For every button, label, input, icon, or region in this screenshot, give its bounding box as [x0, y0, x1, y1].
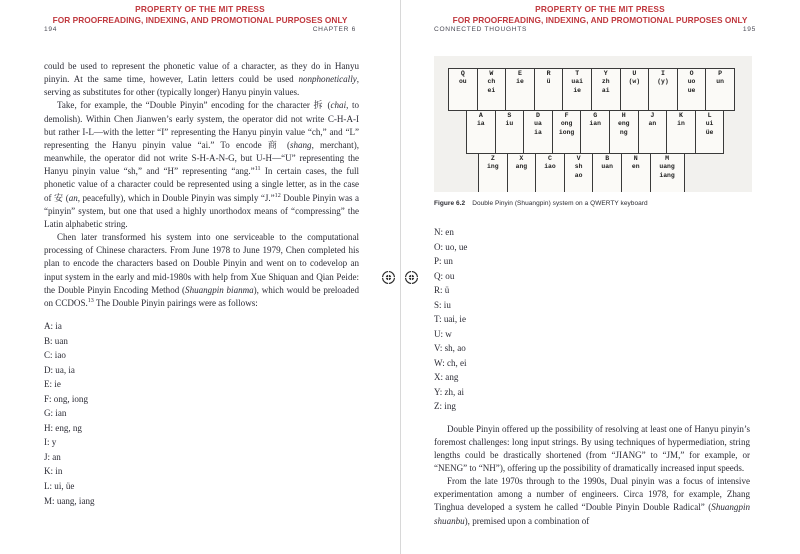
- key-cap: O: [689, 70, 694, 77]
- key-value: ai: [601, 86, 610, 94]
- key-value: ie: [516, 78, 524, 86]
- right-pairings-list: [434, 225, 750, 414]
- italic-shuangpin-shuanbu: Shuangpin shuanbu: [434, 502, 750, 526]
- list-item: C: iao: [44, 350, 66, 361]
- keyboard-row-home: [466, 110, 724, 154]
- key-value: an: [648, 120, 657, 128]
- key-value: en: [631, 163, 640, 171]
- list-item: B: uan: [44, 335, 68, 346]
- list-item: Q: ou: [434, 270, 455, 281]
- key-cap: L: [707, 112, 712, 119]
- watermark-line-2: FOR PROOFREADING, INDEXING, AND PROMOTIONAL PURPOSES ONLY: [452, 15, 748, 26]
- footnote-ref-11: 11: [254, 166, 261, 173]
- italic-nonphonetically: nonphonetically: [298, 74, 357, 85]
- key-cap: W: [489, 70, 494, 77]
- key-m: [651, 154, 685, 192]
- key-z: [479, 154, 508, 192]
- key-value: ui: [705, 120, 714, 128]
- key-value: un: [716, 78, 724, 86]
- key-f: [553, 111, 582, 154]
- key-y: [592, 69, 621, 111]
- right-paragraph-1: Double Pinyin offered up the possibility of resolving at least one of Hanyu pinyin’s foremost challenges: long input strings. By using techniques of hypermediation, string lengths could be drastically shortened (from “JIANG” to “JM,” for example, or “NENG” to “NH”), offering up the possibility of dramatically increased input speeds.: [434, 423, 750, 473]
- key-t: [563, 69, 592, 111]
- list-item: Z: ing: [434, 401, 456, 411]
- key-value: ua: [534, 120, 542, 128]
- key-cap: C: [548, 155, 552, 162]
- key-value: ue: [687, 86, 696, 94]
- right-folio-line: [434, 26, 756, 33]
- left-paragraph-2: Take, for example, the “Double Pinyin” encoding for the character 拆 (chai, to demolish). Within Chen Jianwen’s early system, the operator did not write C-H-A-I but rather I-L—with the letter “I” representing the Hanyu pinyin value “ch,” and “L” representing the Hanyu pinyin value “ai.” To encode 商 (shang, merchant), meanwhile, the operator did not write S-H-A-N-G, but U-H—“U” representing the Hanyu pinyin value “sh,” and “H” representing “ang.”$^{11}$ In certain cases, the full phonetic value of a character could be represented using a single letter, as in the case of 安 (an, peacefully), which in Double Pinyin was simply “J.”$^{12}$ Double Pinyin was a “pinyin” system, but one that used a highly unorthodox means of “compressing” the Latin alphabetic string.: [44, 100, 360, 229]
- list-item: M: uang, iang: [44, 495, 95, 506]
- left-page-number: 194: [44, 26, 58, 33]
- key-value: uo: [687, 78, 696, 86]
- key-value: ei: [487, 86, 496, 94]
- key-value: uan: [601, 163, 613, 171]
- key-a: [467, 111, 496, 154]
- left-folio-line: [44, 26, 356, 33]
- key-value: sh: [574, 163, 583, 171]
- key-value: ia: [534, 128, 542, 136]
- key-h: [610, 111, 639, 154]
- key-v: [565, 154, 594, 192]
- key-b: [593, 154, 622, 192]
- right-running-head: CONNECTED THOUGHTS: [434, 26, 528, 33]
- key-i: [649, 69, 678, 111]
- key-value: ü: [546, 78, 551, 86]
- registration-mark-left: [382, 271, 395, 284]
- key-cap: N: [633, 155, 638, 162]
- key-value: ang: [515, 163, 528, 171]
- key-o: [678, 69, 707, 111]
- qwerty-keyboard: [434, 56, 752, 192]
- key-value: (w): [628, 78, 641, 86]
- key-cap: B: [605, 155, 610, 162]
- key-value: ia: [476, 120, 485, 128]
- watermark-line-1: PROPERTY OF THE MIT PRESS: [535, 4, 665, 14]
- registration-mark-right: [405, 271, 418, 284]
- key-value: ie: [573, 86, 581, 94]
- key-cap: S: [507, 112, 512, 119]
- key-cap: J: [650, 112, 655, 119]
- watermark-header-right: [400, 4, 800, 26]
- key-value: in: [677, 120, 685, 128]
- key-g: [581, 111, 610, 154]
- list-item: V: sh, ao: [434, 343, 466, 353]
- key-cap: T: [575, 70, 580, 77]
- left-paragraph-3: Chen later transformed his system into one serviceable to the computational processing of Chinese characters. From June 1978 to June 1979, Chen completed his plan to encode the characters based on Double Pinyin and went on to codevelop an input system in the early and mid-1980s with help from Xue Shiquan and Qian Peide: the Double Pinyin Encoding Method (Shuangpin bianma), which would be preloaded on CCDOS.$^{13}$ The Double Pinyin pairings were as follows:: [44, 232, 359, 308]
- footnote-ref-12: 12: [274, 192, 281, 199]
- key-l: [696, 111, 725, 154]
- right-page-number: 195: [742, 26, 756, 33]
- right-page: [400, 0, 800, 554]
- list-item: D: ua, ia: [44, 364, 75, 375]
- list-item: N: en: [434, 227, 454, 237]
- key-value: uang: [659, 163, 675, 171]
- list-item: H: eng, ng: [44, 422, 82, 433]
- key-cap: X: [519, 155, 524, 162]
- key-cap: E: [518, 70, 522, 77]
- key-k: [667, 111, 696, 154]
- right-body-column: [434, 225, 750, 528]
- key-cap: H: [621, 112, 626, 119]
- key-cap: Y: [603, 70, 608, 77]
- list-item: J: an: [44, 451, 61, 462]
- key-value: ing: [487, 163, 499, 171]
- list-item: A: ia: [44, 320, 62, 331]
- registration-marks: [382, 270, 418, 284]
- left-pairings-list: [44, 319, 359, 508]
- list-item: T: uai, ie: [434, 314, 466, 324]
- list-item: G: ian: [44, 408, 67, 419]
- left-body-column: [44, 60, 359, 508]
- keyboard-diagram-image: [434, 56, 752, 192]
- list-item: U: w: [434, 328, 452, 339]
- pairings-intro: The Double Pinyin pairings were as follows:: [95, 297, 258, 308]
- key-j: [639, 111, 668, 154]
- key-s: [496, 111, 525, 154]
- right-paragraph-2: From the late 1970s through to the 1990s, Dual pinyin was a focus of intensive experimentation among a number of engineers. Circa 1978, for example, Zhang Tinghua developed a system he called “Double Pinyin Double Radical” (Shuangpin shuanbu), premised upon a combination of: [434, 476, 750, 526]
- key-value: (y): [657, 78, 669, 86]
- key-x: [508, 154, 537, 192]
- key-value: ian: [589, 120, 601, 128]
- key-cap: R: [546, 70, 551, 77]
- figure-number: Figure 6.2: [434, 200, 466, 207]
- key-value: iao: [544, 163, 556, 171]
- watermark-line-2: FOR PROOFREADING, INDEXING, AND PROMOTIONAL PURPOSES ONLY: [52, 15, 348, 26]
- key-cap: F: [564, 112, 569, 119]
- left-paragraph-1: could be used to represent the phonetic value of a character, as they do in Hanyu pinyin. At the same time, however, Latin letters could be used nonphonetically, serving as substitutes for other (typically longer) Hanyu pinyin values.: [44, 61, 359, 98]
- key-c: [536, 154, 565, 192]
- key-q: [449, 69, 478, 111]
- list-item: X: ang: [434, 372, 459, 382]
- list-item: S: iu: [434, 299, 451, 310]
- list-item: W: ch, ei: [434, 357, 467, 368]
- keyboard-row-bottom: [478, 153, 685, 192]
- figure-6-2: [434, 56, 752, 207]
- key-cap: I: [660, 70, 665, 77]
- key-value: eng: [618, 120, 630, 128]
- key-value: zh: [601, 78, 610, 86]
- key-value: iu: [505, 120, 514, 128]
- list-item: Y: zh, ai: [434, 386, 465, 397]
- footnote-ref-13: 13: [87, 297, 94, 304]
- keyboard-row-top: [448, 68, 735, 111]
- key-w: [478, 69, 507, 111]
- list-item: L: ui, üe: [44, 480, 75, 491]
- key-cap: Q: [460, 70, 465, 77]
- key-cap: U: [632, 70, 637, 77]
- list-item: R: ü: [434, 285, 450, 295]
- key-cap: Z: [490, 155, 495, 162]
- key-cap: M: [665, 155, 670, 162]
- left-running-head: CHAPTER 6: [312, 26, 356, 33]
- key-value: uai: [571, 78, 583, 86]
- key-d: [524, 111, 553, 154]
- key-cap: D: [536, 112, 540, 119]
- list-item: F: ong, iong: [44, 393, 88, 404]
- watermark-header: [0, 4, 400, 26]
- list-item: E: ie: [44, 379, 61, 390]
- key-cap: V: [576, 155, 581, 162]
- list-item: O: uo, ue: [434, 241, 468, 252]
- figure-caption-text: Double Pinyin (Shuangpin) system on a QWERTY keyboard: [472, 200, 648, 207]
- key-p: [706, 69, 735, 111]
- key-u: [621, 69, 650, 111]
- key-cap: P: [718, 70, 723, 77]
- watermark-line-1: PROPERTY OF THE MIT PRESS: [135, 4, 265, 14]
- key-value: iang: [659, 171, 675, 179]
- figure-caption: [434, 200, 752, 207]
- key-cap: G: [593, 112, 598, 119]
- key-value: üe: [705, 128, 714, 136]
- list-item: K: in: [44, 466, 63, 477]
- list-item: P: un: [434, 256, 453, 266]
- key-cap: K: [678, 112, 683, 119]
- key-n: [622, 154, 651, 192]
- key-value: iong: [558, 128, 575, 136]
- key-cap: A: [478, 112, 483, 119]
- list-item: I: y: [44, 437, 57, 448]
- key-e: [506, 69, 535, 111]
- key-value: ao: [574, 171, 583, 179]
- key-value: ou: [458, 78, 467, 86]
- key-value: ch: [487, 78, 496, 86]
- key-value: ng: [619, 128, 628, 136]
- key-r: [535, 69, 564, 111]
- key-value: ong: [560, 120, 573, 128]
